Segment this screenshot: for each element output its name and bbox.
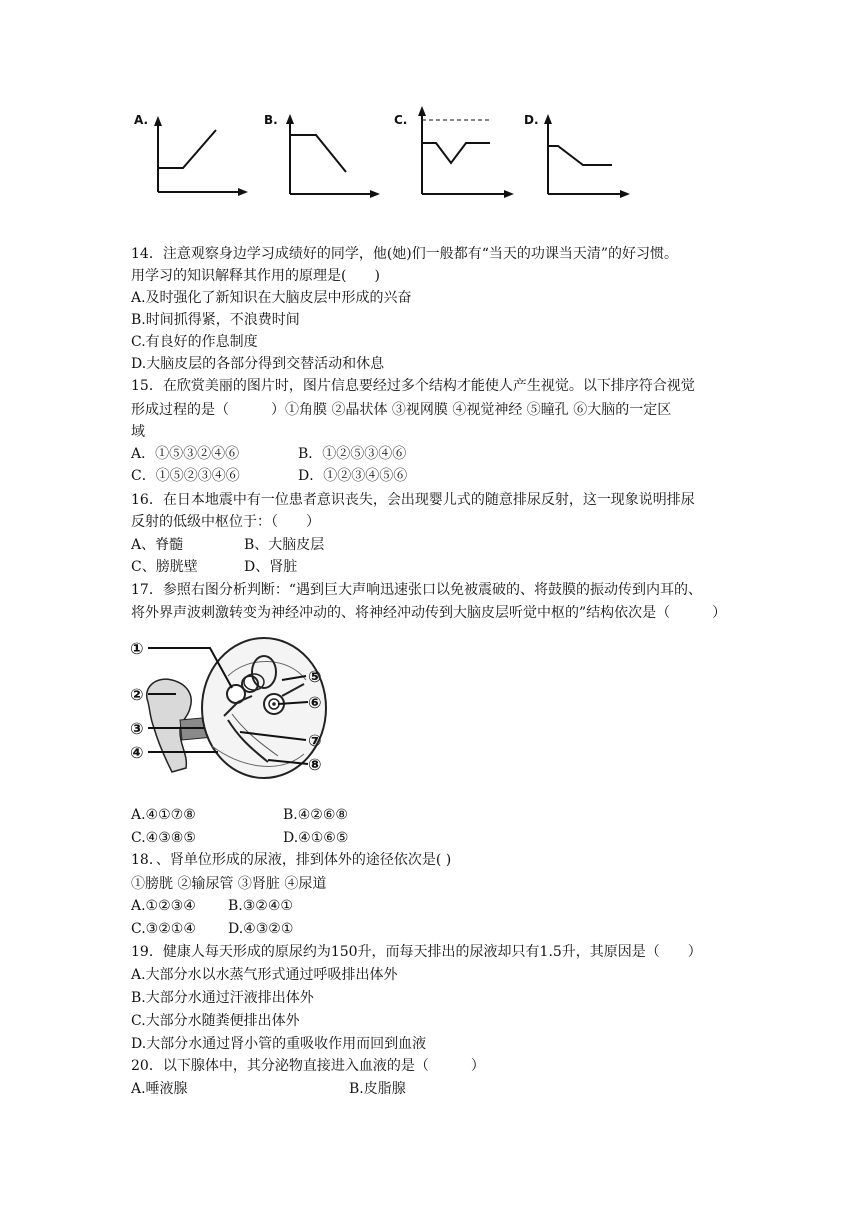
q15-option-a: A．①⑤③②④⑥ [131, 446, 240, 462]
q18-stem-line-1: 18．、肾单位形成的尿液，排到体外的途径依次是( ) [131, 852, 452, 868]
ear-label-3: ③ [130, 719, 144, 738]
q16-stem-line-1: 16．在日本地震中有一位患者意识丧失，会出现婴儿式的随意排尿反射，这一现象说明排尿 [131, 492, 695, 508]
ear-diagram-svg [128, 636, 328, 784]
q14-option-a: A.及时强化了新知识在大脑皮层中形成的兴奋 [131, 290, 412, 306]
q20-stem-line-1: 20．以下腺体中，其分泌物直接进入血液的是（ ） [131, 1058, 485, 1074]
q19-option-b: B.大部分水通过汗液排出体外 [131, 990, 314, 1006]
q18-option-c: C.③②①④ [131, 921, 196, 937]
q16-option-a: A、脊髓 [131, 537, 184, 553]
q17-stem-line-1: 17．参照右图分析判断：“遇到巨大声响迅速张口以免被震破的、将鼓膜的振动传到内耳的、 [131, 582, 702, 598]
graph-d [544, 114, 630, 198]
q14-option-c: C.有良好的作息制度 [131, 334, 258, 350]
graph-label-b: B. [264, 113, 278, 127]
ear-label-6: ⑥ [308, 693, 322, 712]
ear-diagram [128, 636, 328, 784]
graph-label-d: D. [524, 113, 539, 127]
ear-label-2: ② [130, 685, 144, 704]
q15-stem-line-2: 形成过程的是（ ）①角膜 ②晶状体 ③视网膜 ④视觉神经 ⑤瞳孔 ⑥大脑的一定区 [131, 402, 672, 418]
q15-option-d: D．①②③④⑤⑥ [298, 468, 408, 484]
ear-label-7: ⑦ [308, 731, 322, 750]
q16-option-b: B、大脑皮层 [244, 537, 325, 553]
q17-option-d: D.④①⑥⑤ [283, 830, 349, 846]
q19-option-a: A.大部分水以水蒸气形式通过呼吸排出体外 [131, 967, 398, 983]
q18-option-a: A.①②③④ [131, 898, 196, 914]
ear-label-5: ⑤ [308, 667, 322, 686]
graph-row-svg [128, 102, 648, 222]
q16-stem-line-2: 反射的低级中枢位于：（ ） [131, 514, 320, 530]
q14-option-b: B.时间抓得紧，不浪费时间 [131, 312, 300, 328]
q14-option-d: D.大脑皮层的各部分得到交替活动和休息 [131, 356, 385, 372]
q17-option-a: A.④①⑦⑧ [131, 807, 196, 823]
q14-stem-line-2: 用学习的知识解释其作用的原理是( ) [131, 268, 380, 284]
q18-stem-line-2: ①膀胱 ②输尿管 ③肾脏 ④尿道 [131, 876, 327, 892]
q19-stem-line-1: 19．健康人每天形成的原尿约为150升，而每天排出的尿液却只有1.5升，其原因是（ ） [131, 944, 702, 960]
q15-stem-line-3: 域 [131, 424, 145, 440]
q15-stem-line-1: 15．在欣赏美丽的图片时，图片信息要经过多个结构才能使人产生视觉。以下排序符合视觉 [131, 378, 695, 394]
graph-a [154, 116, 248, 196]
graph-b [286, 114, 380, 198]
ear-label-1: ① [130, 639, 144, 658]
q17-option-c: C.④③⑧⑤ [131, 830, 196, 846]
q20-option-b: B.皮脂腺 [349, 1081, 406, 1097]
q20-option-a: A.唾液腺 [131, 1081, 188, 1097]
q19-option-d: D.大部分水通过肾小管的重吸收作用而回到血液 [131, 1036, 427, 1052]
q17-stem-line-2: 将外界声波刺激转变为神经冲动的、将神经冲动传到大脑皮层听觉中枢的”结构依次是（ ） [131, 605, 727, 621]
q18-option-b: B.③②④① [228, 898, 293, 914]
q16-option-d: D、肾脏 [244, 559, 298, 575]
q15-option-c: C．①⑤②③④⑥ [131, 468, 240, 484]
ear-label-4: ④ [130, 743, 144, 762]
q16-option-c: C、膀胱壁 [131, 559, 198, 575]
q17-option-b: B.④②⑥⑧ [283, 807, 348, 823]
q19-option-c: C.大部分水随粪便排出体外 [131, 1013, 300, 1029]
q14-stem-line-1: 14．注意观察身边学习成绩好的同学，他(她)们一般都有“当天的功课当天清”的好习惯。 [131, 246, 679, 262]
q18-option-d: D.④③②① [228, 921, 294, 937]
graph-label-a: A. [134, 113, 149, 127]
q15-option-b: B．①②⑤③④⑥ [298, 446, 407, 462]
graph-label-c: C. [394, 113, 408, 127]
graph-c [418, 106, 514, 198]
graph-row [128, 102, 648, 222]
ear-label-8: ⑧ [308, 755, 322, 774]
